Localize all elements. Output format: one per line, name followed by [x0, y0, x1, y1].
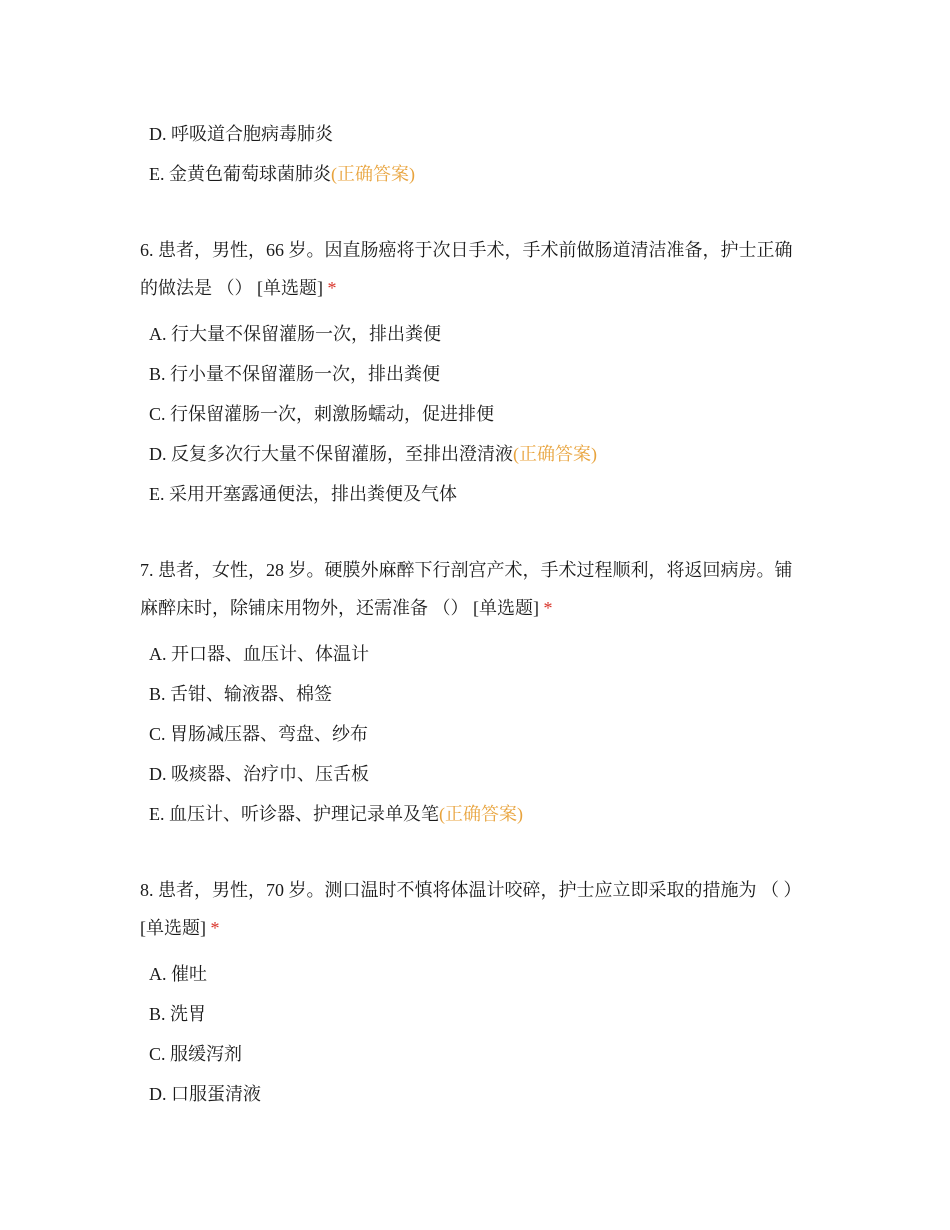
option-text: 洗胃 — [170, 1004, 207, 1024]
option-letter: D. — [149, 764, 167, 784]
option-letter: D. — [149, 124, 167, 144]
question-number: 6. — [140, 240, 154, 260]
q6-option-a — [149, 322, 441, 346]
q7-option-d — [149, 762, 369, 786]
option-letter: C. — [149, 1044, 166, 1064]
q8-option-d — [149, 1082, 261, 1106]
option-text: 呼吸道合胞病毒肺炎 — [171, 124, 333, 144]
correct-answer-marker: (正确答案) — [513, 444, 597, 464]
correct-answer-marker: (正确答案) — [331, 164, 415, 184]
option-letter: C. — [149, 404, 166, 424]
question-body: 患者，男性，66 岁。因直肠癌将于次日手术，手术前做肠道清洁准备，护士正确的做法是 （） — [140, 240, 793, 298]
q7-option-a — [149, 642, 369, 666]
option-letter: E. — [149, 164, 165, 184]
option-letter: C. — [149, 724, 166, 744]
q6-option-d — [149, 442, 597, 466]
question-type: [单选题] — [140, 918, 206, 938]
q8-option-c — [149, 1042, 242, 1066]
option-letter: A. — [149, 964, 167, 984]
option-text: 服缓泻剂 — [170, 1044, 243, 1064]
option-text: 血压计、听诊器、护理记录单及笔 — [169, 804, 439, 824]
question-number: 8. — [140, 880, 154, 900]
question-8-text — [140, 871, 805, 947]
required-mark: * — [543, 598, 553, 618]
option-text: 反复多次行大量不保留灌肠，至排出澄清液 — [171, 444, 513, 464]
option-letter: B. — [149, 1004, 166, 1024]
q6-option-c — [149, 402, 494, 426]
option-text: 行大量不保留灌肠一次，排出粪便 — [171, 324, 441, 344]
q8-option-a — [149, 962, 207, 986]
option-letter: A. — [149, 324, 167, 344]
option-letter: E. — [149, 804, 165, 824]
question-type: [单选题] — [257, 278, 323, 298]
option-letter: B. — [149, 364, 166, 384]
option-d-prev — [149, 122, 333, 146]
option-letter: E. — [149, 484, 165, 504]
option-e-prev — [149, 162, 415, 186]
option-text: 采用开塞露通便法，排出粪便及气体 — [169, 484, 457, 504]
question-type: [单选题] — [473, 598, 539, 618]
q6-option-b — [149, 362, 440, 386]
option-text: 口服蛋清液 — [171, 1084, 261, 1104]
q8-option-b — [149, 1002, 206, 1026]
required-mark: * — [327, 278, 337, 298]
option-text: 开口器、血压计、体温计 — [171, 644, 369, 664]
question-6-text — [140, 231, 805, 307]
option-text: 吸痰器、治疗巾、压舌板 — [171, 764, 369, 784]
option-text: 行小量不保留灌肠一次，排出粪便 — [170, 364, 441, 384]
option-text: 金黄色葡萄球菌肺炎 — [169, 164, 331, 184]
q7-option-e — [149, 802, 523, 826]
option-letter: A. — [149, 644, 167, 664]
option-text: 催吐 — [171, 964, 207, 984]
question-number: 7. — [140, 560, 154, 580]
option-text: 舌钳、输液器、棉签 — [170, 684, 333, 704]
option-letter: D. — [149, 444, 167, 464]
q6-option-e — [149, 482, 457, 506]
question-body: 患者，女性，28 岁。硬膜外麻醉下行剖宫产术，手术过程顺利，将返回病房。铺麻醉床时，除铺床用物外，还需准备 （） — [140, 560, 793, 618]
q7-option-c — [149, 722, 368, 746]
correct-answer-marker: (正确答案) — [439, 804, 523, 824]
question-7-text — [140, 551, 805, 627]
option-letter: D. — [149, 1084, 167, 1104]
option-text: 胃肠减压器、弯盘、纱布 — [170, 724, 369, 744]
option-text: 行保留灌肠一次，刺激肠蠕动，促进排便 — [170, 404, 495, 424]
q7-option-b — [149, 682, 332, 706]
option-letter: B. — [149, 684, 166, 704]
question-body: 患者，男性，70 岁。测口温时不慎将体温计咬碎，护士应立即采取的措施为 （ ） — [158, 880, 802, 900]
required-mark: * — [210, 918, 220, 938]
